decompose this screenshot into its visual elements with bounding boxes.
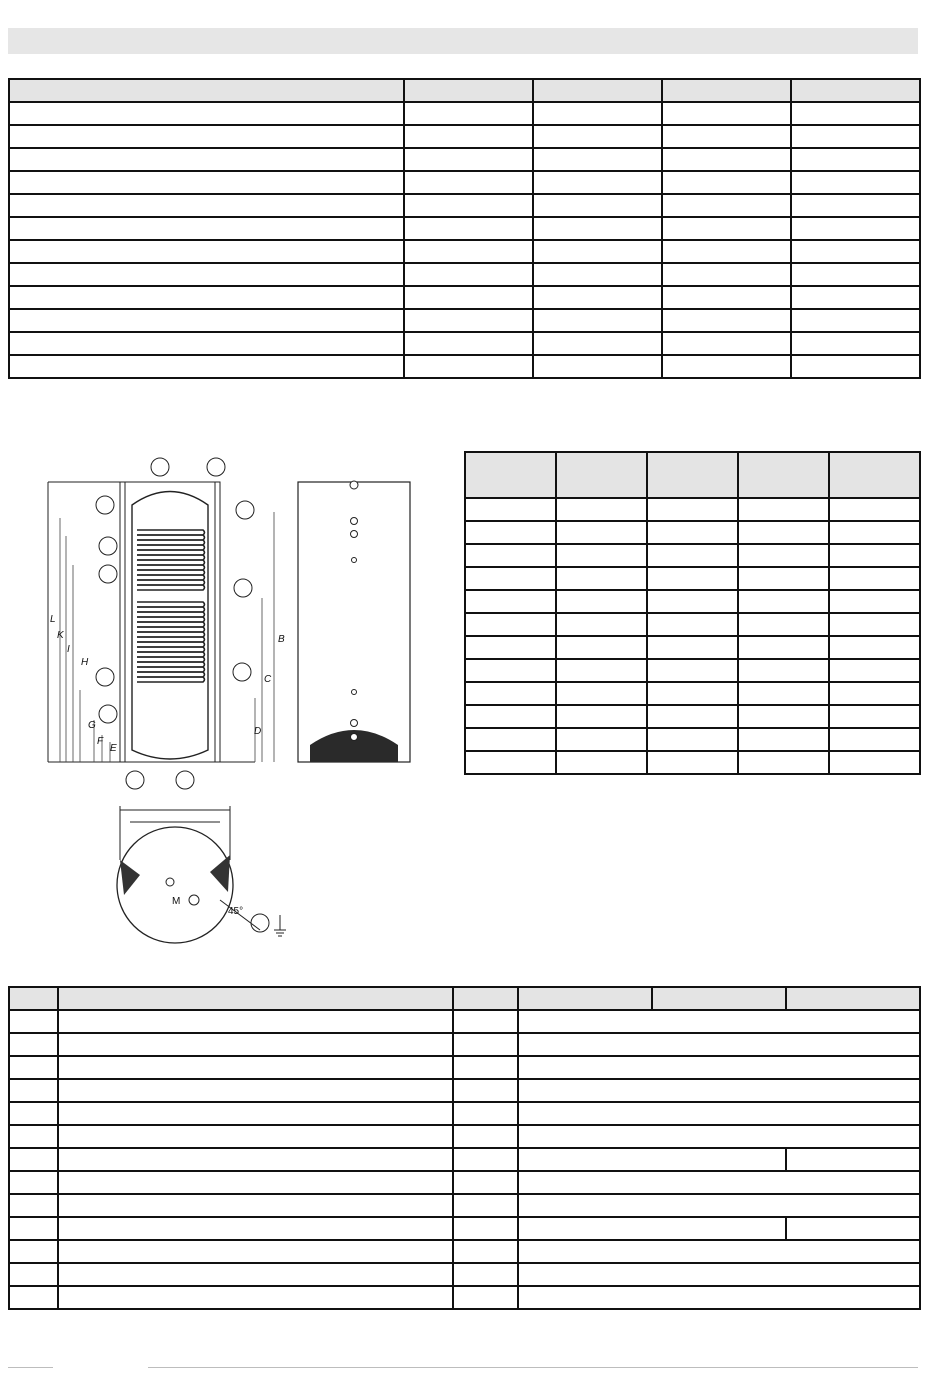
table-cell [533, 171, 662, 194]
table-cell [9, 355, 404, 378]
table-cell [829, 751, 920, 774]
table-cell [791, 148, 920, 171]
table-cell [58, 987, 453, 1010]
table-cell [453, 1240, 518, 1263]
table-cell [738, 659, 829, 682]
table-cell [791, 171, 920, 194]
table-cell [404, 171, 533, 194]
table-cell [9, 1102, 58, 1125]
table-cell [465, 521, 556, 544]
table-cell [533, 148, 662, 171]
table-cell [404, 240, 533, 263]
table-cell [662, 79, 791, 102]
table-cell [662, 263, 791, 286]
table-cell [738, 498, 829, 521]
table-cell [647, 613, 738, 636]
table-cell [9, 1286, 58, 1309]
table-cell [518, 1263, 920, 1286]
table-cell [465, 728, 556, 751]
table-cell [738, 521, 829, 544]
dimensions-table [464, 451, 921, 775]
table-cell [829, 498, 920, 521]
table-row [9, 309, 920, 332]
table-cell [829, 659, 920, 682]
table-cell [556, 659, 647, 682]
dim-label-k: K [57, 630, 64, 641]
table-row [9, 1079, 920, 1102]
table-row [9, 987, 920, 1010]
dim-label-i: I [67, 644, 70, 655]
tank-plan-drawing [110, 800, 300, 945]
table-cell [9, 1079, 58, 1102]
table-cell [9, 1171, 58, 1194]
table-cell [465, 751, 556, 774]
table-cell [58, 1056, 453, 1079]
table-cell [791, 194, 920, 217]
table-row [465, 452, 920, 498]
table-row [465, 544, 920, 567]
table-row [9, 1010, 920, 1033]
table-cell [829, 728, 920, 751]
table-cell [652, 987, 786, 1010]
table-cell [465, 705, 556, 728]
table-cell [533, 263, 662, 286]
table-cell [829, 590, 920, 613]
table-cell [404, 309, 533, 332]
table-row [465, 728, 920, 751]
table-cell [791, 102, 920, 125]
table-row [465, 751, 920, 774]
table-cell [518, 987, 652, 1010]
table-cell [9, 194, 404, 217]
table-row [9, 1194, 920, 1217]
table-cell [662, 194, 791, 217]
table-cell [556, 728, 647, 751]
dim-label-b: B [278, 634, 285, 645]
table-cell [404, 286, 533, 309]
table-cell [738, 682, 829, 705]
table-cell [829, 705, 920, 728]
table-row [465, 567, 920, 590]
table-row [9, 1263, 920, 1286]
dim-label-f: F [97, 736, 104, 747]
table-cell [662, 125, 791, 148]
table-cell [58, 1102, 453, 1125]
table-cell [533, 79, 662, 102]
table-cell [647, 544, 738, 567]
table-cell [556, 682, 647, 705]
table-cell [518, 1217, 786, 1240]
table-cell [58, 1263, 453, 1286]
table-cell [58, 1194, 453, 1217]
table-cell [533, 217, 662, 240]
table-cell [647, 567, 738, 590]
table-cell [786, 1148, 920, 1171]
table-cell [9, 171, 404, 194]
table-cell [738, 613, 829, 636]
table-cell [556, 498, 647, 521]
table-cell [58, 1079, 453, 1102]
table-cell [647, 590, 738, 613]
table-cell [518, 1102, 920, 1125]
table-row [9, 194, 920, 217]
table-cell [465, 636, 556, 659]
table-row [9, 171, 920, 194]
table-row [9, 263, 920, 286]
table-cell [465, 452, 556, 498]
table-cell [791, 332, 920, 355]
table-cell [829, 613, 920, 636]
table-cell [58, 1125, 453, 1148]
table-cell [9, 1125, 58, 1148]
table-row [9, 1148, 920, 1171]
table-cell [453, 1194, 518, 1217]
table-cell [9, 1217, 58, 1240]
table-cell [738, 636, 829, 659]
table-cell [9, 79, 404, 102]
tank-elevation-drawing [40, 450, 430, 795]
table-cell [556, 544, 647, 567]
table-cell [556, 636, 647, 659]
table-cell [791, 263, 920, 286]
table-cell [58, 1240, 453, 1263]
table-cell [518, 1148, 786, 1171]
table-cell [647, 498, 738, 521]
table-cell [58, 1010, 453, 1033]
table-cell [662, 148, 791, 171]
table-cell [829, 452, 920, 498]
table-cell [9, 240, 404, 263]
table-cell [518, 1171, 920, 1194]
table-cell [791, 79, 920, 102]
table-cell [58, 1171, 453, 1194]
table-cell [647, 521, 738, 544]
table-cell [738, 751, 829, 774]
table-row [465, 613, 920, 636]
table-cell [647, 705, 738, 728]
table-cell [9, 1240, 58, 1263]
plan-label-angle: 45° [228, 906, 244, 917]
table-cell [791, 286, 920, 309]
table-row [9, 1125, 920, 1148]
table-cell [662, 355, 791, 378]
dim-label-d: D [254, 726, 262, 737]
table-row [9, 355, 920, 378]
table-cell [791, 240, 920, 263]
table-cell [647, 636, 738, 659]
table-cell [791, 355, 920, 378]
table-cell [404, 79, 533, 102]
table-cell [647, 452, 738, 498]
table-cell [738, 705, 829, 728]
table-row [9, 1286, 920, 1309]
dim-label-c: C [264, 674, 272, 685]
table-cell [9, 1010, 58, 1033]
table-cell [662, 217, 791, 240]
table-cell [404, 194, 533, 217]
table-cell [738, 567, 829, 590]
table-cell [465, 659, 556, 682]
table-cell [404, 125, 533, 148]
table-cell [556, 705, 647, 728]
table-row [465, 682, 920, 705]
table-cell [58, 1286, 453, 1309]
table-row [465, 498, 920, 521]
table-cell [453, 987, 518, 1010]
table-cell [453, 1148, 518, 1171]
table-cell [533, 194, 662, 217]
table-row [9, 148, 920, 171]
table-cell [404, 332, 533, 355]
table-cell [518, 1079, 920, 1102]
dim-label-l: L [50, 614, 56, 625]
table-cell [9, 332, 404, 355]
specifications-table [8, 78, 921, 379]
table-cell [533, 355, 662, 378]
table-cell [9, 263, 404, 286]
table-cell [9, 217, 404, 240]
table-cell [9, 987, 58, 1010]
table-cell [647, 751, 738, 774]
table-row [9, 1171, 920, 1194]
table-cell [829, 682, 920, 705]
table-cell [9, 1263, 58, 1286]
table-cell [647, 682, 738, 705]
table-cell [791, 125, 920, 148]
table-cell [58, 1217, 453, 1240]
table-cell [662, 286, 791, 309]
table-row [9, 332, 920, 355]
table-cell [465, 544, 556, 567]
table-cell [533, 309, 662, 332]
table-cell [518, 1010, 920, 1033]
table-cell [465, 498, 556, 521]
table-row [9, 1102, 920, 1125]
table-cell [518, 1286, 920, 1309]
table-cell [791, 309, 920, 332]
table-cell [453, 1125, 518, 1148]
table-row [9, 102, 920, 125]
table-cell [647, 659, 738, 682]
table-cell [9, 1194, 58, 1217]
table-cell [9, 286, 404, 309]
table-cell [58, 1033, 453, 1056]
table-row [465, 705, 920, 728]
footer-rule [148, 1367, 918, 1368]
table-cell [533, 102, 662, 125]
table-row [465, 636, 920, 659]
table-cell [453, 1171, 518, 1194]
table-cell [9, 148, 404, 171]
table-cell [9, 1056, 58, 1079]
table-cell [556, 613, 647, 636]
table-cell [829, 567, 920, 590]
table-row [465, 521, 920, 544]
table-cell [518, 1033, 920, 1056]
table-cell [465, 590, 556, 613]
table-cell [786, 1217, 920, 1240]
plan-label-m: M [172, 896, 181, 907]
table-cell [453, 1079, 518, 1102]
dim-label-e: E [110, 743, 117, 754]
table-cell [738, 452, 829, 498]
table-cell [738, 728, 829, 751]
table-cell [662, 332, 791, 355]
table-cell [556, 751, 647, 774]
table-cell [518, 1125, 920, 1148]
table-cell [465, 682, 556, 705]
table-cell [58, 1148, 453, 1171]
table-row [9, 1033, 920, 1056]
table-cell [786, 987, 920, 1010]
table-row [9, 1240, 920, 1263]
table-cell [453, 1286, 518, 1309]
table-row [9, 217, 920, 240]
table-cell [404, 102, 533, 125]
table-cell [556, 521, 647, 544]
table-cell [453, 1263, 518, 1286]
table-cell [9, 1148, 58, 1171]
table-cell [404, 148, 533, 171]
table-row [9, 286, 920, 309]
table-row [9, 125, 920, 148]
dim-label-h: H [81, 657, 89, 668]
table-cell [738, 590, 829, 613]
table-cell [9, 125, 404, 148]
table-cell [453, 1033, 518, 1056]
table-cell [662, 102, 791, 125]
table-cell [518, 1194, 920, 1217]
table-row [9, 240, 920, 263]
table-cell [533, 240, 662, 263]
table-cell [556, 452, 647, 498]
table-cell [791, 217, 920, 240]
table-cell [829, 544, 920, 567]
table-cell [404, 355, 533, 378]
table-cell [738, 544, 829, 567]
table-cell [9, 309, 404, 332]
table-row [465, 659, 920, 682]
table-row [9, 1056, 920, 1079]
table-cell [465, 613, 556, 636]
table-cell [518, 1240, 920, 1263]
table-cell [662, 240, 791, 263]
table-cell [9, 1033, 58, 1056]
table-cell [829, 636, 920, 659]
table-cell [662, 309, 791, 332]
table-cell [453, 1010, 518, 1033]
table-cell [829, 521, 920, 544]
header-banner [8, 28, 918, 54]
table-cell [453, 1102, 518, 1125]
table-row [9, 1217, 920, 1240]
dim-label-g: G [88, 720, 96, 731]
table-cell [9, 102, 404, 125]
table-row [9, 79, 920, 102]
connections-table [8, 986, 921, 1310]
table-cell [404, 217, 533, 240]
table-cell [556, 590, 647, 613]
table-cell [647, 728, 738, 751]
table-cell [556, 567, 647, 590]
table-cell [518, 1056, 920, 1079]
table-cell [662, 171, 791, 194]
table-cell [533, 332, 662, 355]
table-cell [465, 567, 556, 590]
table-cell [404, 263, 533, 286]
table-cell [453, 1056, 518, 1079]
table-cell [533, 125, 662, 148]
table-cell [453, 1217, 518, 1240]
table-cell [533, 286, 662, 309]
table-row [465, 590, 920, 613]
footer-rule-left [8, 1367, 53, 1368]
